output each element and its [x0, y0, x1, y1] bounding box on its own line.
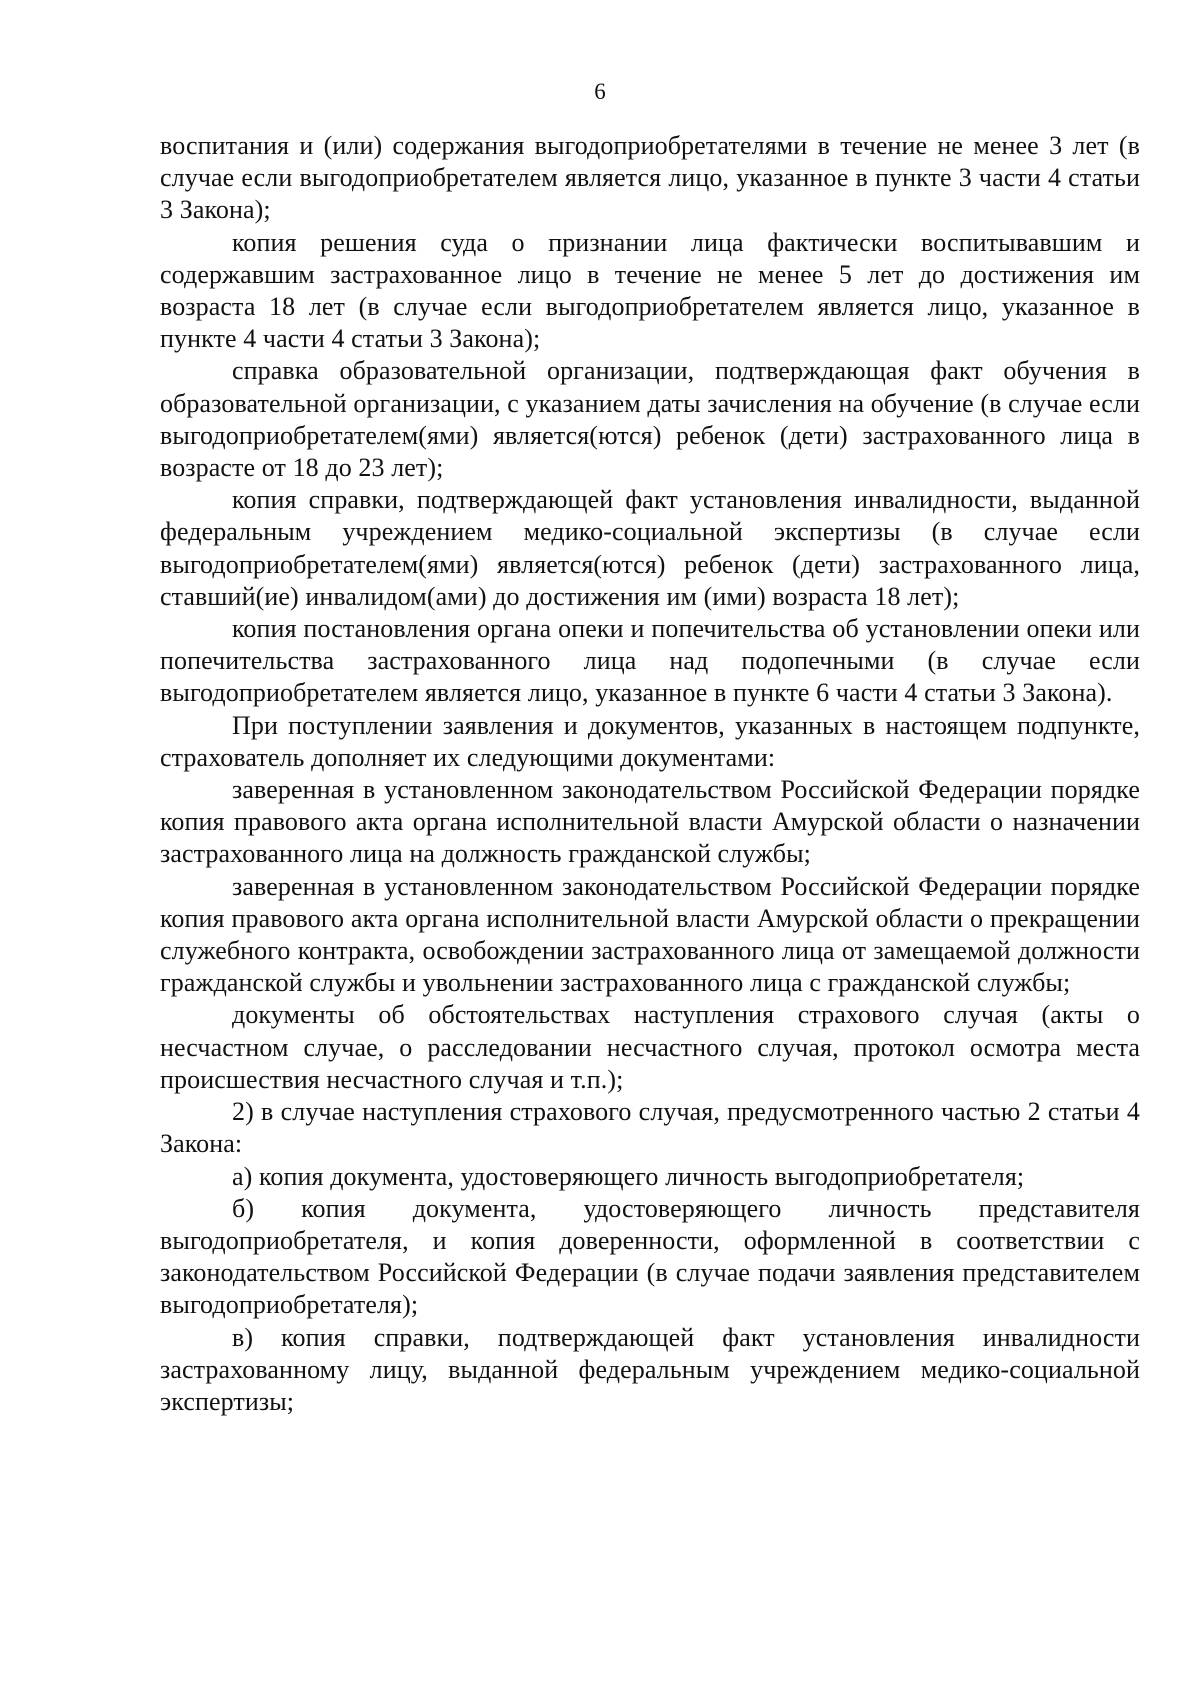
paragraph-continuation: воспитания и (или) содержания выгодоприобретателями в течение не менее 3 лет (в случае если выгодоприобретателем является лицо, указанное в пункте 3 части 4 статьи 3 Закона);: [160, 131, 1140, 225]
paragraph-insurer-supplement: При поступлении заявления и документов, указанных в настоящем подпункте, страхователь дополняет их следующими документами:: [160, 710, 1140, 772]
document-body: [160, 130, 1140, 1418]
paragraph-termination-act-copy: заверенная в установленном законодательством Российской Федерации порядке копия правового акта органа исполнительной власти Амурской области о прекращении служебного контракта, освобождении застрахованного лица от замещаемой должности гражданской службы и увольнении застрахованного лица с гражданской службы;: [160, 871, 1140, 998]
paragraph-accident-documents: документы об обстоятельствах наступления страхового случая (акты о несчастном случае, о расследовании несчастного случая, протокол осмотра места происшествия несчастного случая и т.п.);: [160, 1000, 1140, 1094]
paragraph-disability-certificate-copy: копия справки, подтверждающей факт установления инвалидности, выданной федеральным учреждением медико-социальной экспертизы (в случае если выгодоприобретателем(ями) является(ются) ребенок (дети) застрахованного лица, ставший(ие) инвалидом(ами) до достижения им (ими) возраста 18 лет);: [160, 485, 1140, 611]
paragraph-item-b: б) копия документа, удостоверяющего личность представителя выгодоприобретателя, и копия доверенности, оформленной в соответствии с законодательством Российской Федерации (в случае подачи заявления представителем выгодоприобретателя);: [160, 1193, 1140, 1320]
paragraph-item-a: а) копия документа, удостоверяющего личность выгодоприобретателя;: [232, 1161, 1025, 1191]
paragraph-guardianship-resolution-copy: копия постановления органа опеки и попечительства об установлении опеки или попечительства застрахованного лица над подопечными (в случае если выгодоприобретателем является лицо, указанное в пункте 6 части 4 статьи 3 Закона).: [160, 614, 1140, 708]
paragraph-court-decision-copy: копия решения суда о признании лица фактически воспитывавшим и содержавшим застрахованное лицо в течение не менее 5 лет до достижения им возраста 18 лет (в случае если выгодоприобретателем является лицо, указанное в пункте 4 части 4 статьи 3 Закона);: [160, 227, 1140, 354]
page-number: 6: [594, 79, 606, 104]
paragraph-item-v: в) копия справки, подтверждающей факт установления инвалидности застрахованному лицу, выданной федеральным учреждением медико-социальной экспертизы;: [160, 1322, 1140, 1416]
paragraph-appointment-act-copy: заверенная в установленном законодательством Российской Федерации порядке копия правового акта органа исполнительной власти Амурской области о назначении застрахованного лица на должность гражданской службы;: [160, 775, 1140, 869]
paragraph-education-certificate: справка образовательной организации, подтверждающая факт обучения в образовательной организации, с указанием даты зачисления на обучение (в случае если выгодоприобретателем(ями) является(ются) ребенок (дети) застрахованного лица в возрасте от 18 до 23 лет);: [160, 356, 1141, 483]
paragraph-item-2: 2) в случае наступления страхового случая, предусмотренного частью 2 статьи 4 Закона:: [160, 1097, 1140, 1159]
